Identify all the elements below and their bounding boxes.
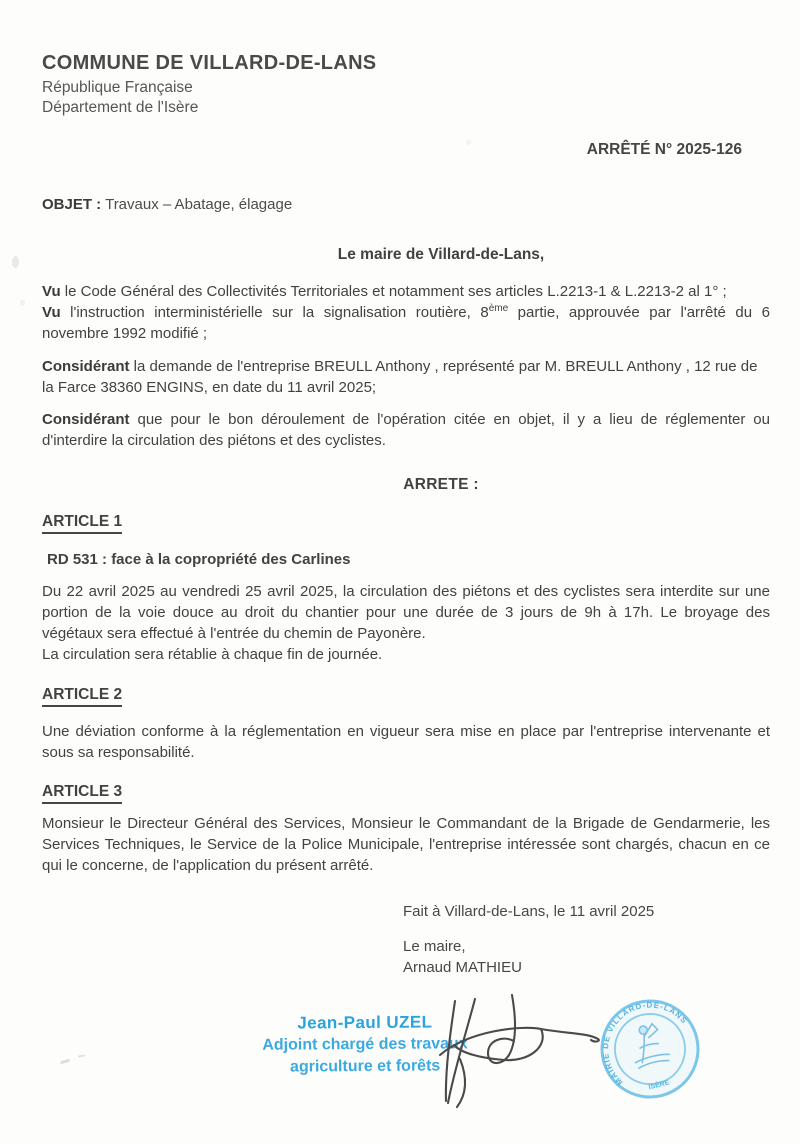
considerant-2-label: Considérant: [42, 411, 130, 428]
considerant-1-text: la demande de l'entreprise BREULL Anthony , représenté par M. BREULL Anthony , 12 rue de la Farce 38360 ENGINS, en date du 11 avril 2025;: [42, 358, 758, 396]
salutation: Le maire de Villard-de-Lans,: [337, 246, 545, 263]
stamp-role-line-1: Adjoint chargé des travaux: [262, 1035, 468, 1054]
seal-circular-text: MAIRIE DE VILLARD-DE-LANS: [601, 1000, 690, 1087]
signatory-title: Le maire,: [403, 938, 466, 955]
considerant-2-text: que pour le bon déroulement de l'opération citée en objet, il y a lieu de réglementer ou d'interdire la circulation des piétons et des cyclistes.: [42, 411, 770, 449]
considerant-1-label: Considérant: [42, 358, 130, 375]
article-2-body: [42, 721, 770, 763]
article-1-subheading: RD 531 : face à la copropriété des Carlines: [47, 551, 351, 568]
vu-2-label: Vu: [42, 304, 61, 321]
article-1-paragraph-1: Du 22 avril 2025 au vendredi 25 avril 2025, la circulation des piétons et des cyclistes sera interdite sur une portion de la voie douce au droit du chantier pour une durée de 3 jours de 9h à 17h. Le broyage des végétaux sera effectué à l'entrée du chemin de Payonère.: [42, 583, 770, 642]
scan-speck: [12, 256, 19, 268]
mairie-seal: [588, 996, 712, 1110]
objet-line: [42, 196, 770, 213]
commune-title: COMMUNE DE VILLARD-DE-LANS: [42, 52, 377, 74]
article-2-paragraph-1: Une déviation conforme à la réglementation en vigueur sera mise en place par l'entreprise intervenante et sous sa responsabilité.: [42, 723, 770, 761]
scan-speck: [60, 1059, 70, 1065]
considerant-2: [42, 409, 770, 451]
article-3-paragraph-1: Monsieur le Directeur Général des Services, Monsieur le Commandant de la Brigade de Gendarmerie, les Services Techniques, le Service de la Police Municipale, l'entreprise intéressée sont chargés, chacun en ce qui le concerne, de l'application du présent arrêté.: [42, 815, 770, 874]
stamp-role-line-2: agriculture et forêts: [289, 1057, 441, 1076]
article-3-heading: ARTICLE 3: [42, 783, 770, 804]
vu-1: [42, 281, 770, 302]
scan-speck: [20, 300, 25, 306]
vu-2-text-pre: l'instruction interministérielle sur la signalisation routière, 8: [60, 304, 489, 321]
vu-2: [42, 302, 770, 344]
departement-line: Département de l'Isère: [42, 99, 199, 116]
vu-1-text: le Code Général des Collectivités Territoriales et notamment ses articles L.2213-1 & L.2213-2 al 1° ;: [60, 283, 727, 300]
republique-line: République Française: [42, 79, 193, 96]
closing-signatory: [403, 936, 522, 978]
objet-text: Travaux – Abatage, élagage: [101, 196, 293, 213]
considerant-1: [42, 356, 770, 398]
letterhead: [42, 52, 376, 118]
objet-label: OBJET :: [42, 196, 102, 213]
vu-2-text-post: partie, approuvée par l'arrêté du 6 novembre 1992 modifié ;: [42, 304, 770, 342]
scan-speck: [466, 140, 471, 145]
vu-2-superscript: ème: [488, 303, 509, 314]
closing-place-date: Fait à Villard-de-Lans, le 11 avril 2025: [403, 903, 655, 920]
decree-heading: ARRETE :: [403, 476, 479, 493]
seal-bottom-text: ISÈRE: [648, 1079, 671, 1092]
article-3-body: [42, 813, 770, 876]
article-2-heading: ARTICLE 2: [42, 686, 770, 707]
vu-recitals: [42, 281, 770, 344]
decree-number: ARRÊTÉ N° 2025-126: [586, 141, 742, 158]
article-1-heading: ARTICLE 1: [42, 513, 770, 534]
scan-speck: [78, 1054, 85, 1057]
article-1-paragraph-2: La circulation sera rétablie à chaque fin de journée.: [42, 646, 383, 663]
stamp-name: Jean-Paul UZEL: [297, 1012, 433, 1033]
vu-1-label: Vu: [42, 283, 61, 300]
signatory-name: Arnaud MATHIEU: [403, 959, 522, 976]
article-1-body: [42, 581, 770, 665]
